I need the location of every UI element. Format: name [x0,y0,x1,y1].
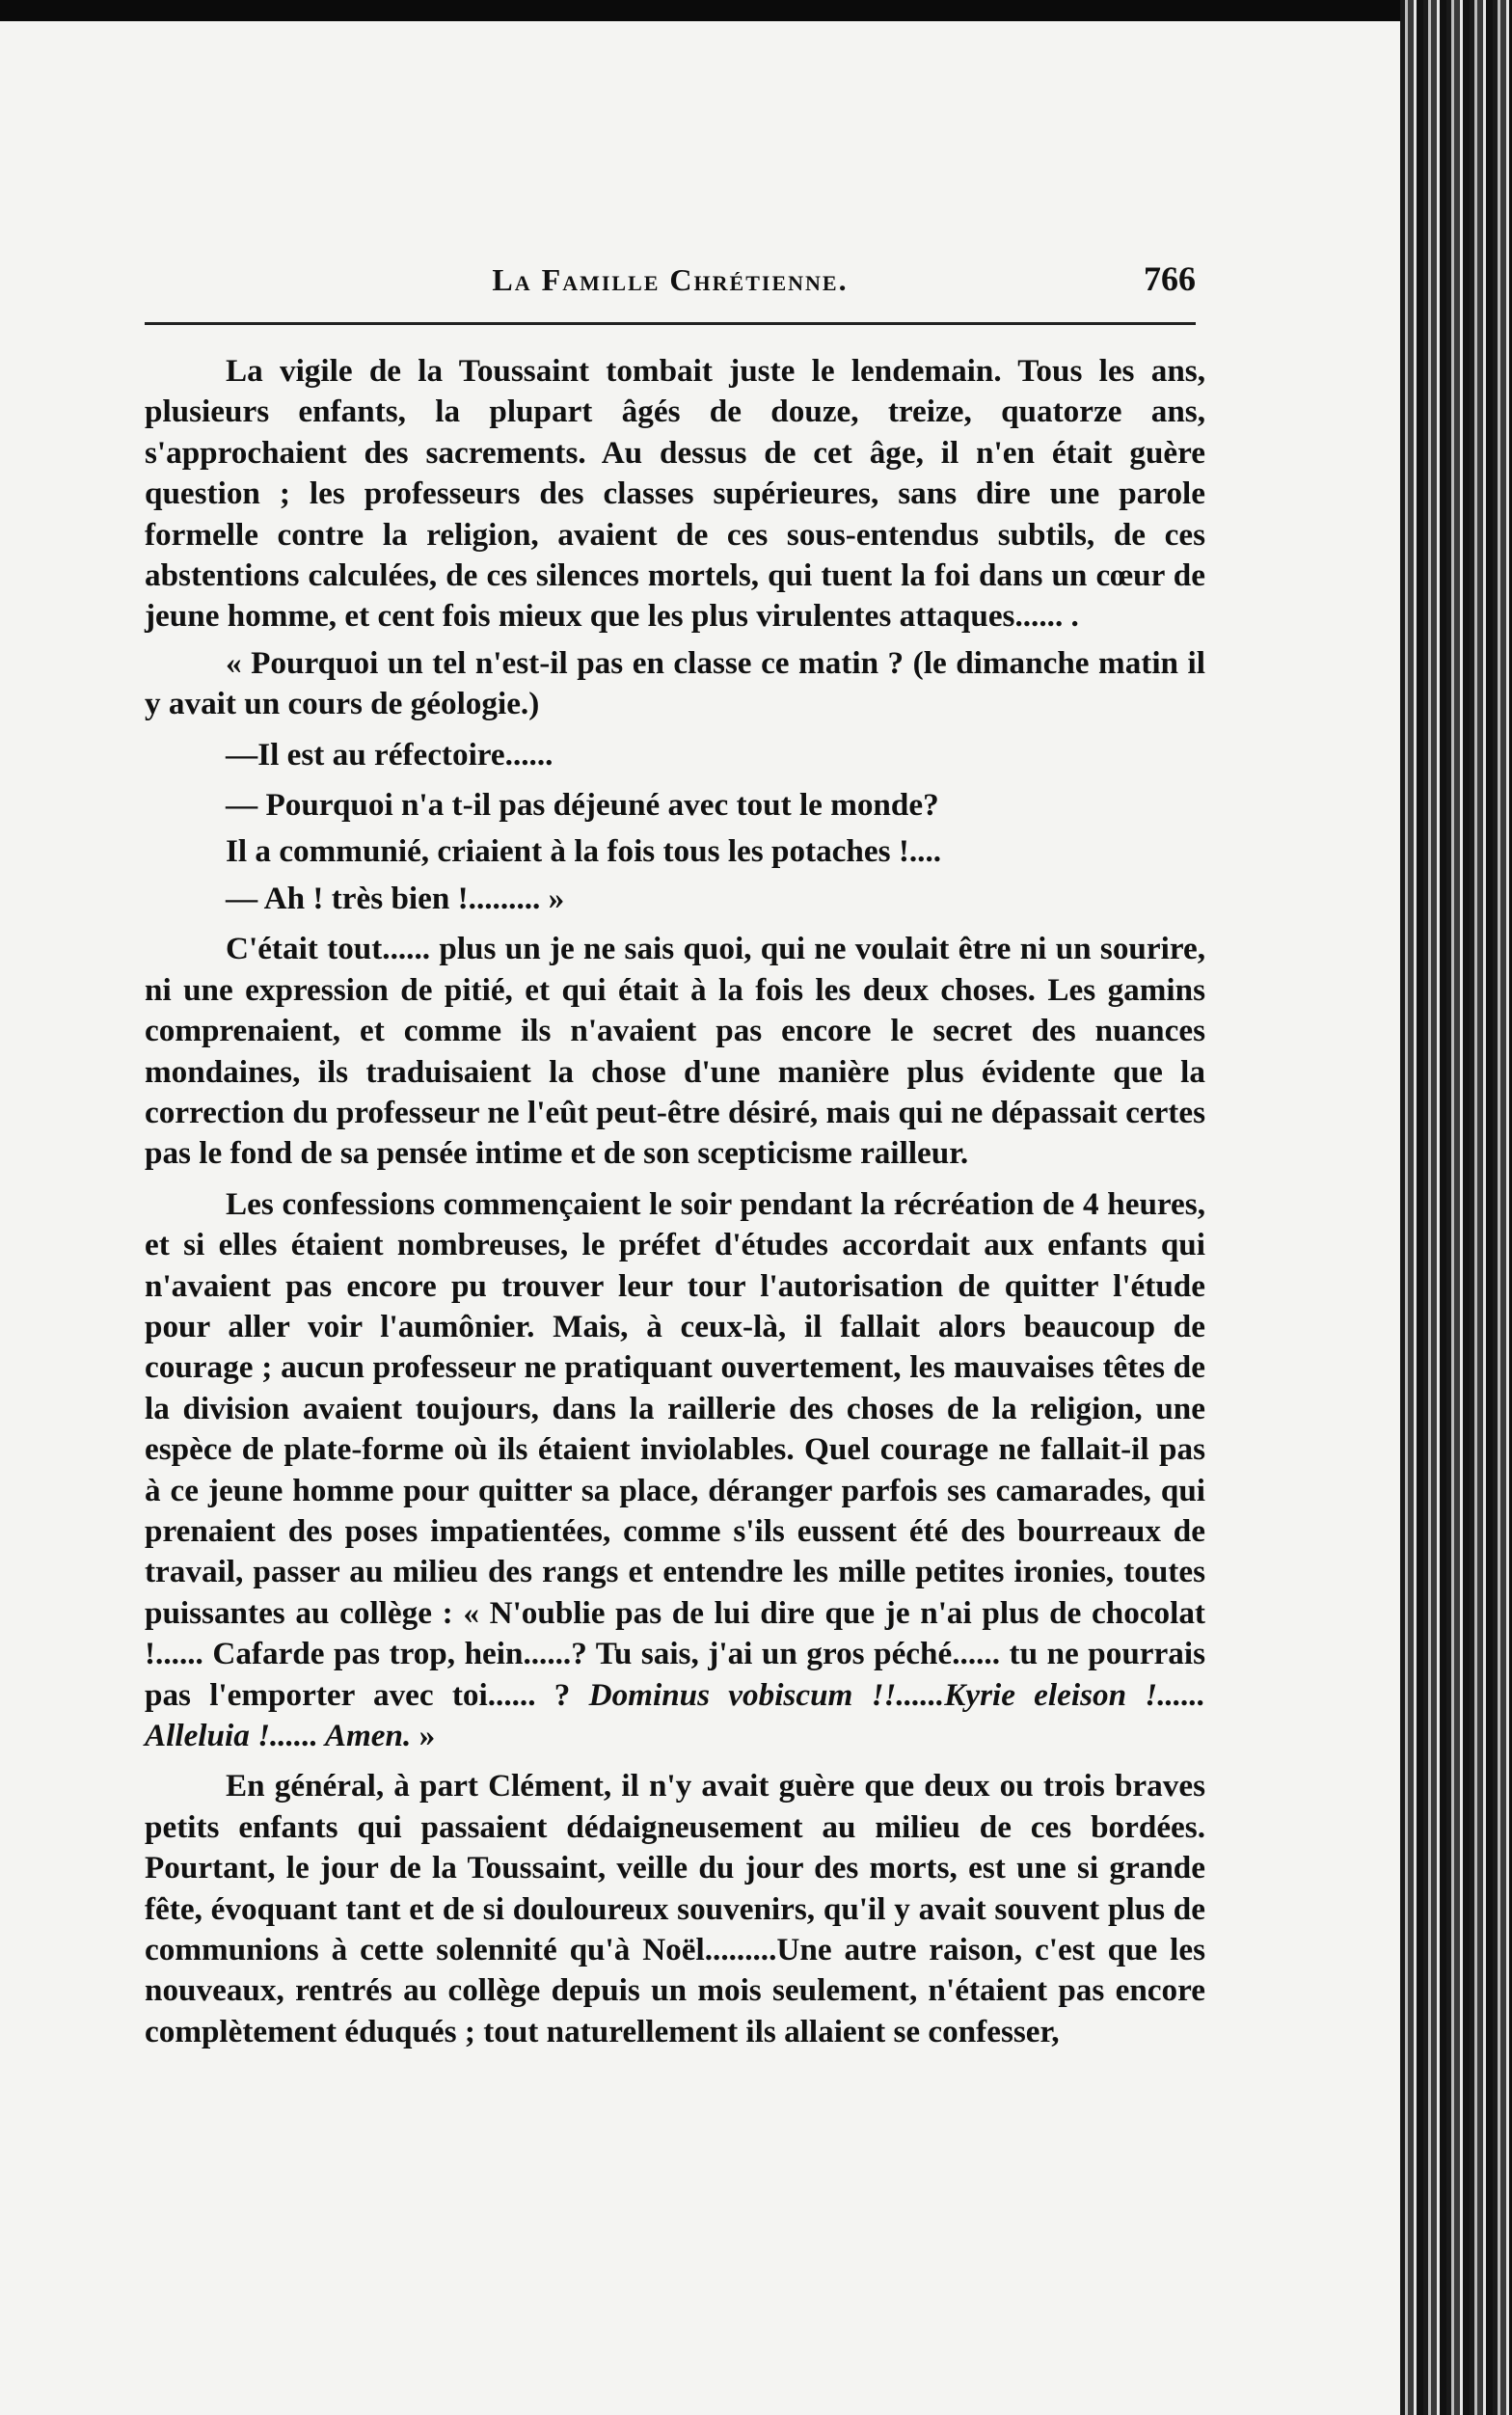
dialogue-line: Il a communié, criaient à la fois tous les potaches !.... [226,833,942,870]
dialogue-line: — Ah ! très bien !......... » [226,880,565,916]
dialogue-line: « Pourquoi un tel n'est-il pas en classe ce matin ? (le dimanche matin il y avait un cours de géologie.) [145,644,1205,722]
latin-phrase: Dominus vobiscum !!......Kyrie eleison !...... Alleluia !...... Amen. [145,1676,1205,1753]
paragraph-text: Les confessions commençaient le soir pendant la récréation de 4 heures, et si elles étaient nombreuses, le préfet d'études accordait aux enfants qui n'avaient pas encore pu trouver leur tour l'autorisation de quitter l'étude pour aller voir l'aumônier. Mais, à ceux-là, il fallait alors beaucoup de courage ; aucun professeur ne pratiquant ouvertement, les mauvaises têtes de la division avaient toujours, dans la raillerie des choses de la religion, une espèce de plate-forme où ils étaient inviolables. Quel courage ne fallait-il pas à ce jeune homme pour quitter sa place, déranger parfois ses camarades, qui prenaient des poses impatientées, comme s'ils eussent été des bourreaux de travail, passer au milieu des rangs et entendre les mille petites ironies, toutes puissantes au collège : « N'oublie pas de lui dire que je n'ai plus de chocolat !...... Cafarde pas trop, hein......? Tu sais, j'ai un gros péché...... tu ne pourrais pas l'emporter avec toi...... ? [145,1185,1205,1713]
paragraph: C'était tout...... plus un je ne sais quoi, qui ne voulait être ni un sourire, ni une expression de pitié, et qui était à la fois les deux choses. Les gamins comprenaient, et comme ils n'avaient pas encore le secret des nuances mondaines, ils traduisaient la chose d'une manière plus évidente que la correction du professeur ne l'eût peut-être désiré, mais qui ne dépassait certes pas le fond de sa pensée intime et de son scepticisme railleur. [145,931,1205,1172]
paragraph [145,1184,1205,1757]
closing-quote: » [411,1718,436,1753]
dialogue-line: —Il est au réfectoire...... [226,736,554,773]
running-head: La Famille Chrétienne. [492,262,849,297]
page-edge-stack [1400,0,1512,2415]
paragraph: En général, à part Clément, il n'y avait guère que deux ou trois braves petits enfants qui passaient dédaigneusement au milieu de ces bordées. Pourtant, le jour de la Toussaint, veille du jour des morts, est une si grande fête, évoquant tant et de si douloureux souvenirs, qu'il y avait souvent plus de communions à cette solennité qu'à Noël.........Une autre raison, c'est que les nouveaux, rentrés au collège depuis un mois seulement, n'étaient pas encore complètement éduqués ; tout naturellement ils allaient se confesser, [145,1768,1205,2049]
body-text [145,351,1205,2052]
dialogue-line: — Pourquoi n'a t-il pas déjeuné avec tout le monde? [226,787,939,824]
page-header [145,258,1196,307]
paragraph: La vigile de la Toussaint tombait juste le lendemain. Tous les ans, plusieurs enfants, la plupart âgés de douze, treize, quatorze ans, s'approchaient des sacrements. Au dessus de cet âge, il n'en était guère question ; les professeurs des classes supérieures, sans dire une parole formelle contre la religion, avaient de ces sous-entendus subtils, de ces abstentions calculées, de ces silences mortels, qui tuent la foi dans un cœur de jeune homme, et cent fois mieux que les plus virulentes attaques...... . [145,353,1205,635]
page-number: 766 [1144,259,1196,298]
header-rule [145,322,1196,325]
